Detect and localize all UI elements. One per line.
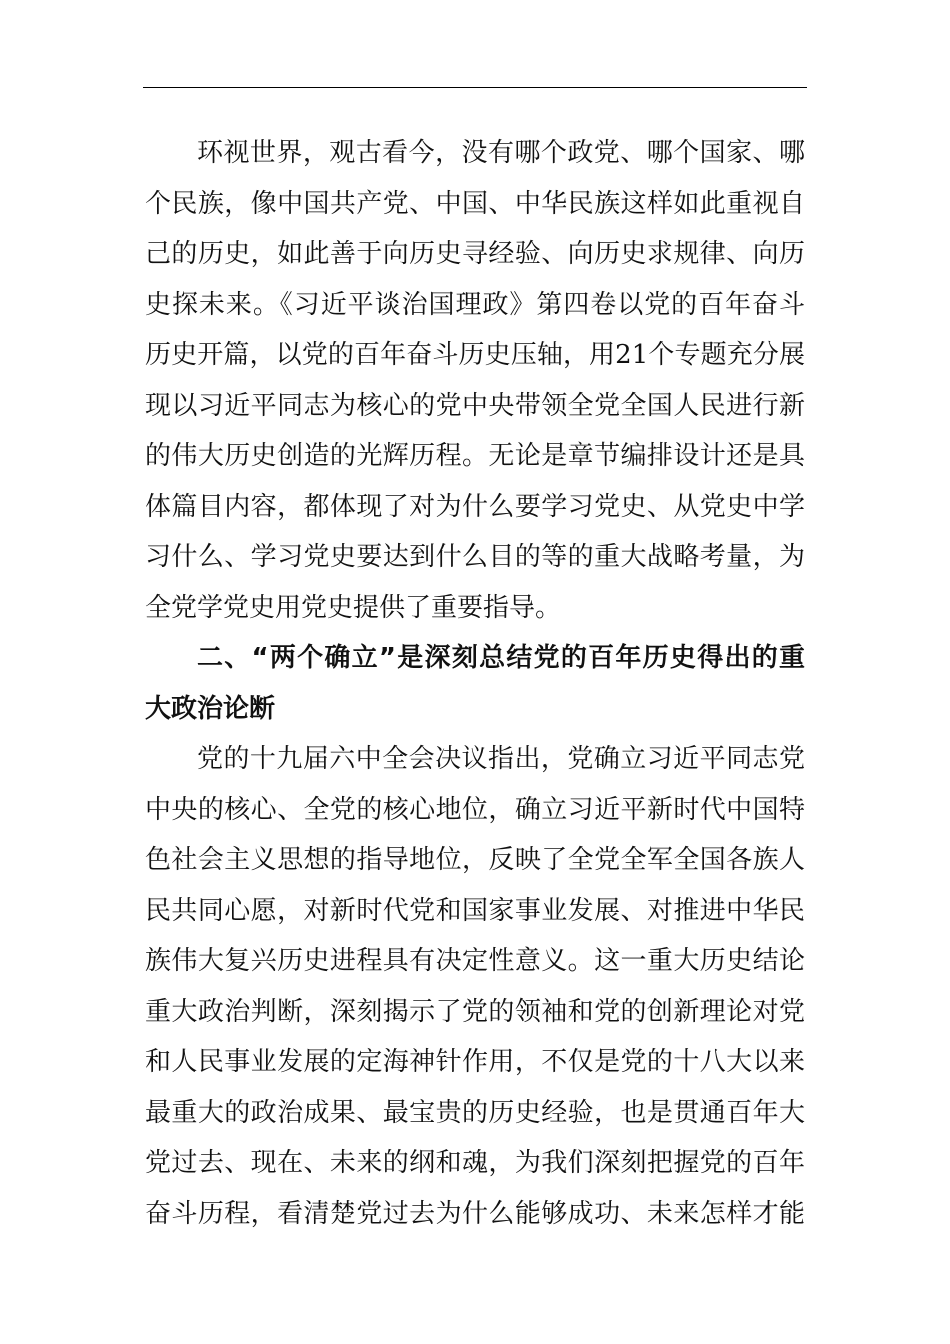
paragraph-line: 党的十九届六中全会决议指出，党确立习近平同志党 xyxy=(197,744,805,774)
paragraph-1 xyxy=(145,128,805,633)
paragraph-line: 史探未来。《习近平谈治国理政》第四卷以党的百年奋斗 xyxy=(145,289,805,320)
paragraph-line: 族伟大复兴历史进程具有决定性意义。这一重大历史结论 xyxy=(145,946,805,976)
section-heading xyxy=(145,633,805,734)
paragraph-line: 中央的核心、全党的核心地位，确立习近平新时代中国特 xyxy=(145,794,805,825)
paragraph-line: 历史开篇，以党的百年奋斗历史压轴，用21个专题充分展 xyxy=(145,340,805,370)
paragraph-line: 现以习近平同志为核心的党中央带领全党全国人民进行新 xyxy=(145,390,805,421)
paragraph-line: 党过去、现在、未来的纲和魂，为我们深刻把握党的百年 xyxy=(145,1148,805,1178)
paragraph-line: 己的历史，如此善于向历史寻经验、向历史求规律、向历 xyxy=(145,239,805,269)
paragraph-line: 重大政治判断，深刻揭示了党的领袖和党的创新理论对党 xyxy=(145,996,805,1027)
header-rule xyxy=(143,87,807,88)
section-heading-line: 大政治论断 xyxy=(145,693,276,724)
paragraph-line: 色社会主义思想的指导地位，反映了全党全军全国各族人 xyxy=(145,845,805,875)
paragraph-2 xyxy=(145,734,805,1239)
paragraph-line: 全党学党史用党史提供了重要指导。 xyxy=(145,592,562,623)
paragraph-line: 奋斗历程，看清楚党过去为什么能够成功、未来怎样才能 xyxy=(145,1198,805,1229)
section-heading-line: 二、“两个确立”是深刻总结党的百年历史得出的重 xyxy=(197,643,805,673)
paragraph-line: 体篇目内容，都体现了对为什么要学习党史、从党史中学 xyxy=(145,491,805,522)
paragraph-line: 个民族，像中国共产党、中国、中华民族这样如此重视自 xyxy=(145,188,805,219)
paragraph-line: 最重大的政治成果、最宝贵的历史经验，也是贯通百年大 xyxy=(145,1097,805,1128)
paragraph-line: 环视世界，观古看今，没有哪个政党、哪个国家、哪 xyxy=(197,138,805,168)
paragraph-line: 民共同心愿，对新时代党和国家事业发展、对推进中华民 xyxy=(145,895,805,926)
paragraph-line: 的伟大历史创造的光辉历程。无论是章节编排设计还是具 xyxy=(145,441,805,471)
paragraph-line: 和人民事业发展的定海神针作用，不仅是党的十八大以来 xyxy=(145,1047,805,1077)
document-body xyxy=(145,128,805,1239)
paragraph-line: 习什么、学习党史要达到什么目的等的重大战略考量，为 xyxy=(145,542,805,572)
